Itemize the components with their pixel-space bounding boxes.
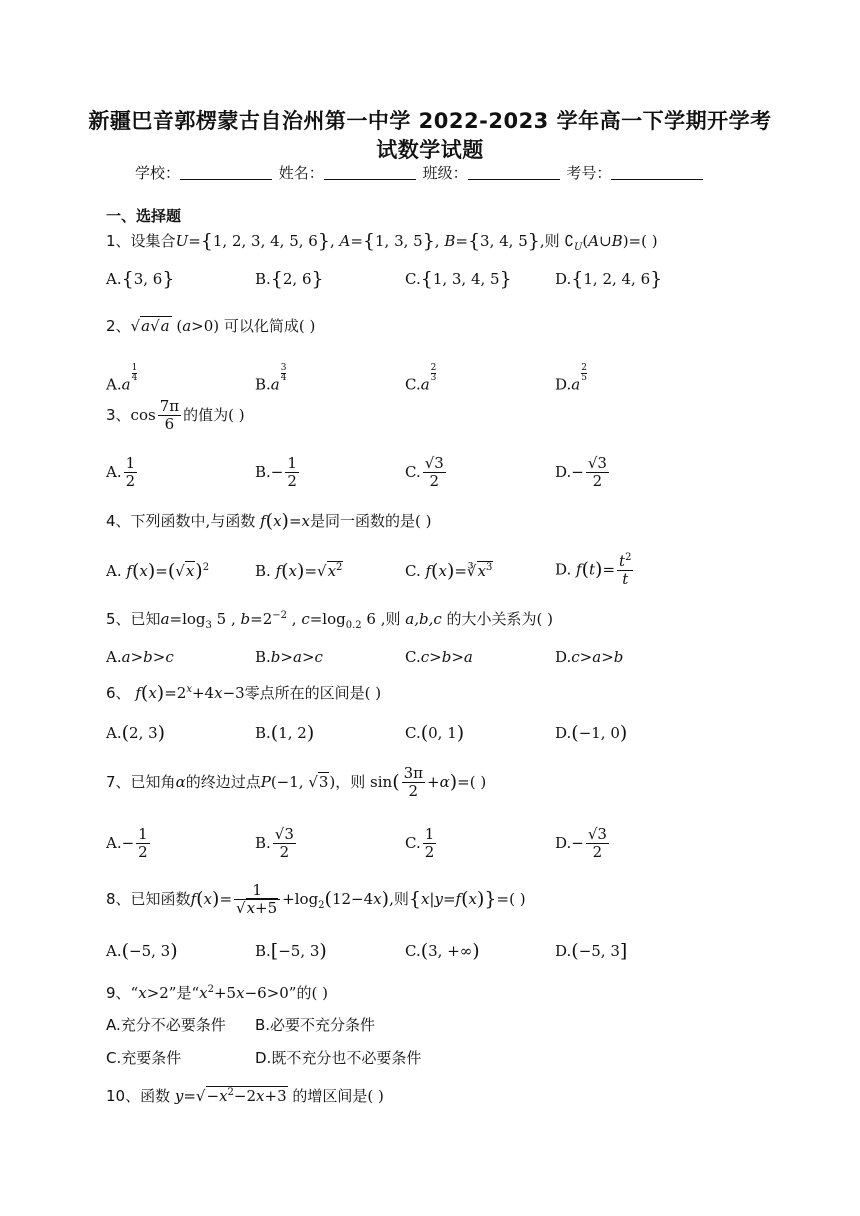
option-4c[interactable]: C. $f(x)=∛x^3$	[405, 560, 493, 582]
question-number: 5、	[106, 610, 131, 628]
option-8a[interactable]: A.(−5, 3)	[106, 940, 178, 962]
question-2	[106, 315, 315, 336]
question-9	[106, 982, 328, 1003]
question-text: 已知$a=\log_3$ 5 , $b=2^{-2}$ , $c=\log_{0.2}$ 6 ,则 a,b,c 的大小关系为( )	[130, 610, 553, 631]
question-number: 9、	[106, 984, 131, 1002]
question-number: 1、	[106, 232, 131, 250]
option-2b[interactable]: B.a $\frac{3}{4}$	[255, 363, 287, 394]
question-text: “x>2”是“$x^2+5x-6>0$”的( )	[130, 984, 328, 1002]
question-4	[106, 510, 432, 532]
school-label: 学校：	[135, 164, 181, 182]
option-6d[interactable]: D.(−1, 0)	[555, 722, 628, 744]
option-7c[interactable]: C. $\frac{1}{2}$	[405, 825, 435, 862]
question-text: 已知角α的终边过点P(−1, √3)，则 sin( $\frac{3\pi}{2}$ +α)=( )	[130, 764, 487, 801]
option-7a[interactable]: A.− $\frac{1}{2}$	[106, 825, 148, 862]
option-4d[interactable]: D. f(t)= $\frac{t^2}{t}$	[555, 552, 632, 589]
question-number: 7、	[106, 772, 131, 791]
class-label: 班级：	[422, 164, 468, 182]
option-1b[interactable]: B.{2, 6}	[255, 268, 324, 290]
option-3a[interactable]: A. $\frac{1}{2}$	[106, 454, 136, 491]
option-5c[interactable]: C.c>b>a	[405, 648, 473, 666]
name-blank	[324, 165, 416, 180]
question-number: 3、	[106, 405, 131, 424]
option-2a[interactable]: A.a $\frac{1}{4}$	[106, 363, 138, 394]
option-5b[interactable]: B.b>a>c	[255, 648, 323, 666]
option-8d[interactable]: D.(−5, 3]	[555, 940, 628, 962]
option-5a[interactable]: A.a>b>c	[106, 648, 174, 666]
option-6a[interactable]: A.(2, 3)	[106, 722, 166, 744]
option-9b[interactable]: B.必要不充分条件	[255, 1016, 376, 1034]
question-text: 下列函数中,与函数 f(x)=x是同一函数的是( )	[130, 510, 432, 532]
option-6b[interactable]: B.(1, 2)	[255, 722, 315, 744]
question-text: 设集合U={1, 2, 3, 4, 5, 6}, A={1, 3, 5}, B={3, 4, 5},则 $∁_U(A\cup B)=$( )	[130, 230, 658, 253]
option-2d[interactable]: D.a $\frac{2}{5}$	[555, 363, 587, 394]
question-text: 函数 $y=√-x^2-2x+3$ 的增区间是( )	[140, 1087, 384, 1105]
option-1c[interactable]: C.{1, 3, 4, 5}	[405, 268, 512, 290]
exam-title-line-2: 试数学试题	[376, 138, 484, 162]
question-text: √a√a (a>0) 可以化简成( )	[130, 317, 316, 335]
option-4a[interactable]: A. $f(x)=(√x)^2$	[106, 560, 210, 582]
question-number: 4、	[106, 512, 131, 530]
question-3	[106, 398, 245, 434]
option-3b[interactable]: B.− $\frac{1}{2}$	[255, 454, 297, 491]
option-3d[interactable]: D.− $\frac{√3}{2}$	[555, 454, 607, 491]
question-number: 8、	[106, 889, 131, 908]
option-8c[interactable]: C.(3, +∞)	[405, 940, 480, 962]
option-7b[interactable]: B. $\frac{√3}{2}$	[255, 825, 294, 862]
section-heading: 一、选择题	[106, 207, 182, 225]
question-number: 2、	[106, 317, 131, 335]
question-7	[106, 765, 486, 801]
exam-title-line-1: 新疆巴音郭楞蒙古自治州第一中学 2022-2023 学年高一下学期开学考	[88, 109, 772, 133]
question-text: 已知函数f(x)= $\frac{1}{√x+5}$ $+\log_2(12-4x)$,则{x|y=f(x)}=( )	[130, 881, 526, 918]
question-number: 10、	[106, 1087, 141, 1105]
question-5	[106, 608, 553, 631]
option-1a[interactable]: A.{3, 6}	[106, 268, 175, 290]
question-8	[106, 882, 526, 918]
number-blank	[611, 165, 703, 180]
question-1	[106, 230, 658, 253]
option-7d[interactable]: D.− $\frac{√3}{2}$	[555, 825, 607, 862]
question-6	[106, 682, 381, 704]
option-3c[interactable]: C. $\frac{√3}{2}$	[405, 454, 444, 491]
name-label: 姓名：	[278, 164, 324, 182]
question-text: cos $\frac{7\pi}{6}$ 的值为( )	[130, 397, 245, 434]
question-10	[106, 1085, 384, 1106]
option-2c[interactable]: C.a $\frac{2}{3}$	[405, 363, 437, 394]
class-blank	[468, 165, 560, 180]
number-label: 考号：	[566, 164, 612, 182]
school-blank	[180, 165, 272, 180]
question-number: 6、	[106, 684, 131, 702]
option-5d[interactable]: D.c>a>b	[555, 648, 624, 666]
option-8b[interactable]: B.[−5, 3)	[255, 940, 327, 962]
student-info-row	[135, 162, 705, 183]
option-4b[interactable]: B. $f(x)=√x^2$	[255, 560, 343, 582]
option-9d[interactable]: D.既不充分也不必要条件	[255, 1049, 422, 1067]
option-9a[interactable]: A.充分不必要条件	[106, 1016, 226, 1034]
option-6c[interactable]: C.(0, 1)	[405, 722, 465, 744]
option-1d[interactable]: D.{1, 2, 4, 6}	[555, 268, 663, 290]
question-text: $f(x)=2^x+4x-3$零点所在的区间是( )	[135, 682, 382, 704]
option-9c[interactable]: C.充要条件	[106, 1049, 182, 1067]
